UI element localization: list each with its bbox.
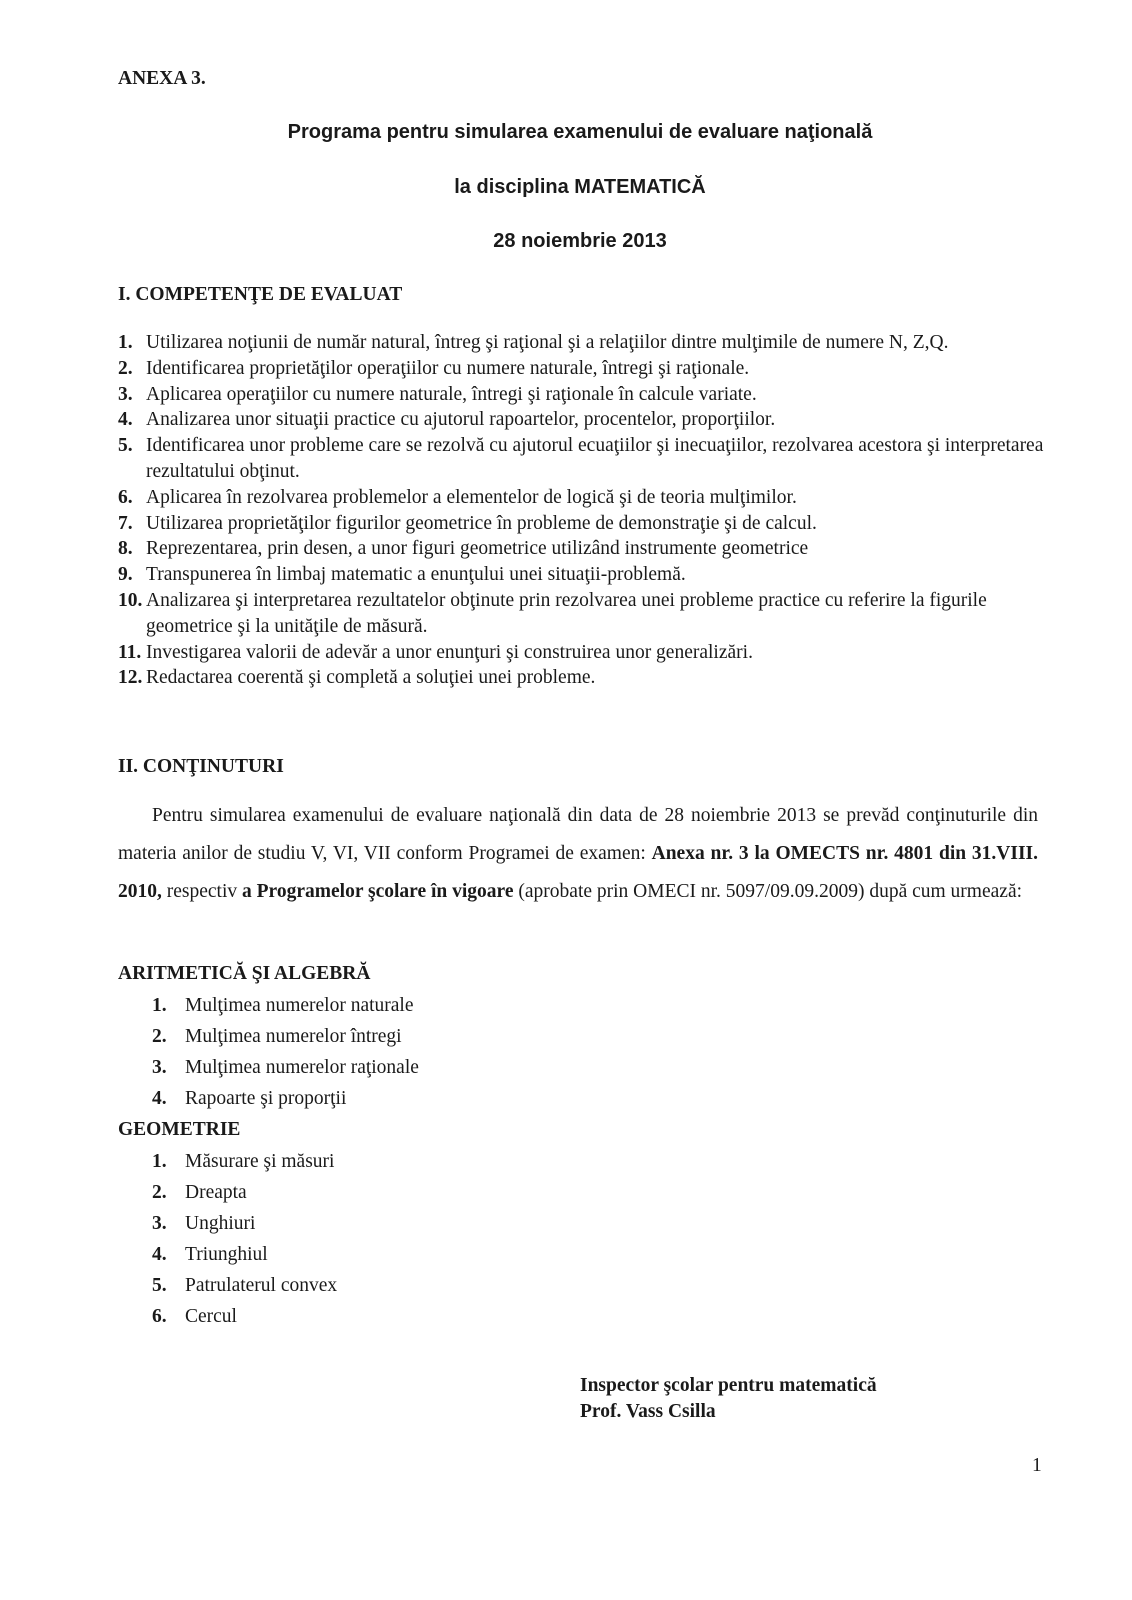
contents-paragraph [118, 797, 1038, 911]
item-number: 1. [152, 1151, 167, 1172]
item-text: Aplicarea operaţiilor cu numere naturale, întregi şi raţionale în calcule variate. [146, 383, 757, 405]
item-number: 3. [152, 1057, 167, 1079]
item-number: 2. [152, 1026, 167, 1048]
item-text: Transpunerea în limbaj matematic a enunţului unei situaţii-problemă. [146, 564, 686, 586]
item-number: 6. [152, 1306, 167, 1328]
item-number: 9. [118, 564, 133, 586]
item-number: 3. [152, 1213, 167, 1235]
list-item [152, 1083, 652, 1114]
item-text: Investigarea valorii de adevăr a unor enunţuri şi construirea unor generalizări. [146, 641, 753, 663]
item-number: 6. [118, 486, 133, 508]
signature-role: Inspector şcolar pentru matematică [580, 1375, 877, 1396]
item-number: 4. [118, 409, 133, 431]
item-text: Mulţimea numerelor raţionale [185, 1057, 419, 1079]
section1-heading: I. COMPETENŢE DE EVALUAT [118, 284, 403, 305]
algebra-list [152, 990, 652, 1114]
geometry-list [152, 1146, 652, 1333]
item-number: 4. [152, 1088, 167, 1110]
item-text: Măsurare şi măsuri [185, 1151, 335, 1172]
list-item [118, 665, 1053, 691]
list-item [152, 1052, 652, 1083]
item-text: Identificarea unor probleme care se rezolvă cu ajutorul ecuaţiilor şi inecuaţiilor, rezolvarea acestora şi interpretarea rezultatului obţinut. [146, 435, 1044, 482]
list-item [152, 1239, 652, 1270]
item-number: 7. [118, 512, 133, 534]
list-item [152, 1177, 652, 1208]
list-item [118, 562, 1053, 588]
list-item [118, 433, 1053, 485]
list-item [118, 640, 1053, 666]
list-item [152, 1270, 652, 1301]
item-text: Triunghiul [185, 1244, 268, 1266]
list-item [152, 990, 652, 1021]
list-item [118, 588, 1053, 640]
item-number: 5. [152, 1275, 167, 1297]
item-number: 3. [118, 383, 133, 405]
list-item [118, 382, 1053, 408]
annex-label: ANEXA 3. [118, 68, 206, 89]
title-line-2: la disciplina MATEMATICĂ [454, 176, 706, 198]
item-number: 4. [152, 1244, 167, 1266]
section2-heading: II. CONŢINUTURI [118, 756, 284, 777]
item-text: Reprezentarea, prin desen, a unor figuri geometrice utilizând instrumente geometrice [146, 538, 809, 560]
title-line-1: Programa pentru simularea examenului de evaluare naţională [287, 121, 873, 143]
list-item [152, 1021, 652, 1052]
item-text: Identificarea proprietăţilor operaţiilor cu numere naturale, întregi şi raţionale. [146, 357, 750, 379]
para-text: (aprobate prin OMECI nr. 5097/09.09.2009) după cum urmează: [513, 881, 1023, 902]
item-text: Mulţimea numerelor întregi [185, 1026, 402, 1048]
item-number: 2. [152, 1182, 167, 1204]
item-number: 2. [118, 357, 133, 379]
item-text: Cercul [185, 1306, 237, 1328]
list-item [152, 1146, 652, 1177]
competences-list [118, 330, 1053, 691]
item-text: Dreapta [185, 1182, 247, 1204]
item-text: Redactarea coerentă şi completă a soluţiei unei probleme. [146, 667, 596, 689]
item-text: Patrulaterul convex [185, 1275, 338, 1297]
item-number: 8. [118, 538, 133, 560]
list-item [118, 356, 1053, 382]
title-line-3: 28 noiembrie 2013 [493, 230, 667, 252]
list-item [118, 330, 1053, 356]
para-text: Pentru simularea examenului de evaluare naţională din data de 28 noiembrie 2013 se prevăd conţinuturile din materia anilor de studiu V, VI, VII conform Programei de examen: [118, 805, 1038, 864]
list-item [118, 511, 1053, 537]
para-text: respectiv [161, 881, 243, 902]
item-text: Analizarea unor situaţii practice cu ajutorul rapoartelor, procentelor, proporţiilor. [146, 409, 776, 431]
list-item [118, 536, 1053, 562]
geometry-heading: GEOMETRIE [118, 1119, 241, 1140]
list-item [118, 407, 1053, 433]
item-number: 10. [118, 589, 143, 611]
signature-name: Prof. Vass Csilla [580, 1401, 716, 1422]
algebra-heading: ARITMETICĂ ŞI ALGEBRĂ [118, 963, 371, 984]
list-item [152, 1208, 652, 1239]
list-item [118, 485, 1053, 511]
item-text: Utilizarea noţiunii de număr natural, întreg şi raţional şi a relaţiilor dintre mulţimile de numere N, Z,Q. [146, 332, 949, 353]
page-number: 1 [1032, 1455, 1042, 1476]
item-text: Unghiuri [185, 1213, 256, 1235]
item-text: Aplicarea în rezolvarea problemelor a elementelor de logică şi de teoria mulţimilor. [146, 486, 797, 508]
item-number: 1. [118, 332, 133, 353]
para-bold-programs: a Programelor şcolare în vigoare [242, 881, 514, 902]
para-bold-ref: Anexa nr. 3 la OMECTS nr. 4801 din 31.VIII. 2010, [118, 843, 1038, 902]
list-item [152, 1301, 652, 1332]
item-text: Mulţimea numerelor naturale [185, 995, 414, 1016]
item-number: 12. [118, 667, 143, 689]
item-text: Rapoarte şi proporţii [185, 1088, 347, 1110]
item-text: Utilizarea proprietăţilor figurilor geometrice în probleme de demonstraţie şi de calcul. [146, 512, 817, 534]
item-text: Analizarea şi interpretarea rezultatelor obţinute prin rezolvarea unei probleme practice cu referire la figurile geometrice şi la unităţile de măsură. [146, 589, 987, 637]
item-number: 1. [152, 995, 167, 1016]
item-number: 5. [118, 435, 133, 457]
item-number: 11. [118, 641, 142, 663]
